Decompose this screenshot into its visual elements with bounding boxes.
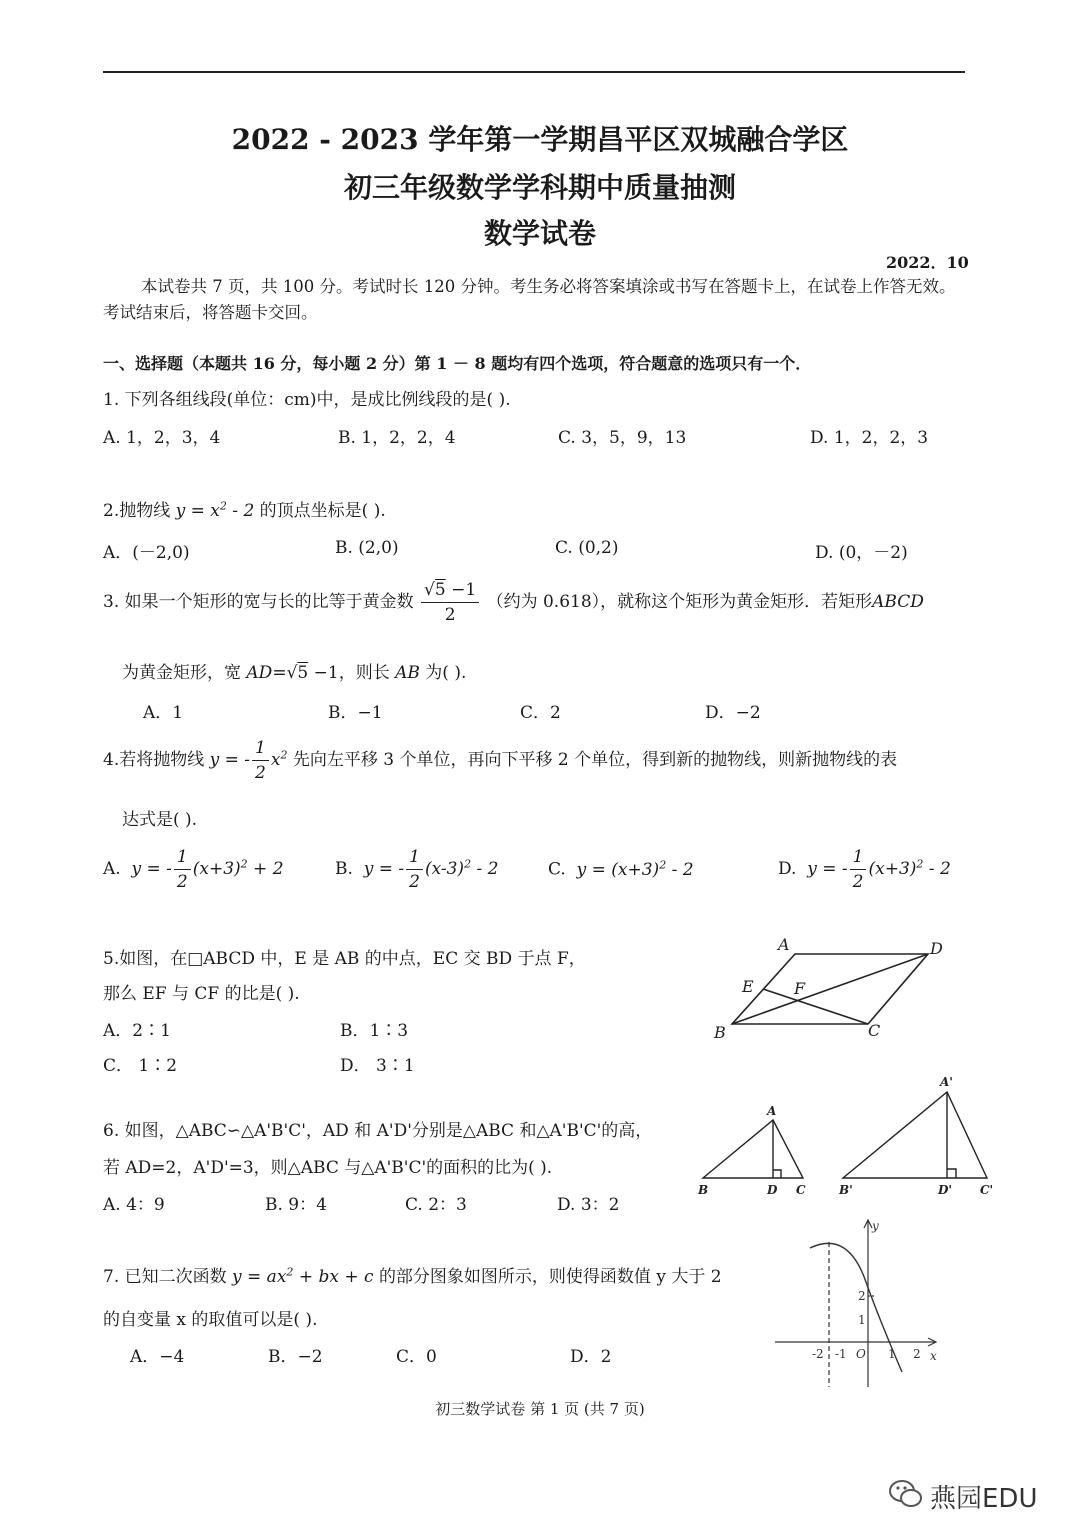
top-rule [103,71,965,73]
tick-x-2: 2 [913,1347,921,1361]
exam-date: 2022．10 [886,253,969,272]
x-label: x [930,1349,937,1363]
tick-y-2: 2 [858,1289,866,1303]
similar-triangles-figure [695,1070,1005,1205]
q3-line1b: （约为 0.618），就称这个矩形为黄金矩形．若矩形 [486,592,873,612]
label-d: D [767,1183,778,1197]
q4-line2: 达式是( ). [122,810,198,830]
q4-suffix: 先向左平移 3 个单位，再向下平移 2 个单位，得到新的抛物线，则新抛物线的表 [292,750,898,770]
q2-option-a: A．(－2,0) [103,543,190,563]
q4-option-a: A. y = - $\frac{1}{2}$ $(x+3)^2 + 2$ [103,847,284,892]
q2-option-c: C. (0,2) [555,538,619,558]
q3-option-b: B．−1 [328,703,383,723]
q5-line1: 5.如图，在□ABCD 中，E 是 AB 的中点，EC 交 BD 于点 F， [103,949,586,969]
triangle-a-prime [843,1092,987,1178]
q7-formula: $y = ax^2$ + bx + c [232,1265,374,1287]
tick-x-minus-2: -2 [812,1347,824,1361]
q1-option-d: D. 1，2，2，3 [810,428,929,448]
q4-formula: y = - $\frac{1}{2}$ $x^2$ [209,738,288,783]
q6-option-c: C. 2：3 [405,1195,467,1215]
label-e: E [742,977,754,996]
watermark: 燕园EDU [930,1484,1038,1514]
label-a: A [767,1104,777,1118]
q7-option-c: C．0 [396,1347,437,1367]
q3-width-formula: AD [246,663,273,683]
tick-x-1: 1 [888,1347,896,1361]
q5-option-b: B．1∶3 [340,1021,409,1041]
q3-option-c: C．2 [520,703,561,723]
q7-prefix: 7. 已知二次函数 [103,1267,227,1287]
q3-line2: 为黄金矩形，宽 AD=√5 −1，则长 AB 为( ). [122,663,467,683]
q7-line1 [103,1262,722,1287]
q4-line1 [103,736,897,785]
right-angle-mark-d [773,1170,781,1178]
q6-option-d: D. 3：2 [557,1195,620,1215]
q4-prefix: 4.若将抛物线 [103,750,205,770]
exam-title-line1: 2022 - 2023 学年第一学期昌平区双城融合学区 [231,123,849,156]
q5-option-d: D． 3∶1 [340,1056,415,1076]
triangle-abc [703,1120,803,1178]
label-b-prime: B' [839,1183,853,1197]
parabola-graph [770,1212,945,1392]
q7-option-d: D．2 [570,1347,612,1367]
tick-y-1: 1 [858,1313,866,1327]
q3-line2a: 为黄金矩形，宽 [122,663,241,683]
label-a-prime: A' [940,1075,953,1089]
q1-option-a: A. 1，2，3，4 [103,428,221,448]
q1-stem: 1. 下列各组线段(单位：cm)中，是成比例线段的是( ). [103,390,511,410]
section-heading: 一、选择题（本题共 16 分，每小题 2 分）第 1 － 8 题均有四个选项，符合题意的选项只有一个． [103,354,812,373]
exam-title-line3: 数学试卷 [483,217,596,250]
q5-option-c: C． 1∶2 [103,1056,178,1076]
parallelogram-figure [700,930,960,1045]
q2-option-b: B. (2,0) [335,538,399,558]
q6-line1: 6. 如图，△ABC∽△A'B'C'，AD 和 A'D'分别是△ABC 和△A'B'C'的高， [103,1121,653,1141]
q2-stem [103,496,386,521]
q4-option-c: C. $y = (x+3)^2 - 2$ [548,858,694,880]
label-c: C [796,1183,806,1197]
q3-line1 [103,578,924,627]
origin-label: O [856,1347,866,1361]
q6-line2: 若 AD=2，A'D'=3，则△ABC 与△A'B'C'的面积的比为( ). [103,1158,553,1178]
right-angle-mark-d-prime [947,1169,956,1178]
q3-line1a: 3. 如果一个矩形的宽与长的比等于黄金数 [103,592,414,612]
q2-formula: $y = x^2 - 2$ [175,499,255,521]
tick-x-minus-1: -1 [835,1347,847,1361]
q4-option-b: B. y = - $\frac{1}{2}$ $(x-3)^2 - 2$ [335,847,499,892]
q3-option-d: D．−2 [705,703,761,723]
q2-prefix: 2.抛物线 [103,501,171,521]
label-b: B [714,1023,726,1042]
label-d-prime: D' [938,1183,953,1197]
q7-option-a: A．−4 [130,1347,185,1367]
q3-option-a: A．1 [143,703,184,723]
q3-line2c: 为( ). [425,663,467,683]
q1-option-b: B. 1，2，2，4 [338,428,456,448]
wechat-icon [888,1476,924,1512]
q4-option-d: D. y = - $\frac{1}{2}$ $(x+3)^2 - 2$ [778,847,951,892]
q5-line2: 那么 EF 与 CF 的比是( ). [103,984,300,1004]
q3-line2b: ，则长 [338,663,390,683]
q5-option-a: A．2∶1 [103,1021,171,1041]
label-c: C [868,1021,881,1040]
page-footer: 初三数学试卷 第 1 页 (共 7 页) [435,1400,645,1418]
exam-title-line2: 初三年级数学学科期中质量抽测 [343,171,736,204]
q7-line2: 的自变量 x 的取值可以是( ). [103,1310,318,1330]
exam-instructions: 本试卷共 7 页，共 100 分。考试时长 120 分钟。考生务必将答案填涂或书写在答题卡上，在试卷上作答无效。考试结束后，将答题卡交回。 [103,277,956,322]
golden-ratio-fraction: $\frac{√5 -1}{2}$ [421,578,479,627]
q6-option-b: B. 9：4 [265,1195,327,1215]
y-label: y [872,1219,879,1233]
q3-line1c: ABCD [872,592,924,612]
label-d: D [930,939,943,958]
label-f: F [794,979,806,998]
q1-option-c: C. 3，5，9，13 [558,428,687,448]
q2-option-d: D. (0，－2) [815,543,908,563]
q7-option-b: B．−2 [268,1347,323,1367]
q2-suffix: 的顶点坐标是( ). [259,501,386,521]
label-c-prime: C' [980,1183,994,1197]
q7-suffix: 的部分图象如图所示，则使得函数值 y 大于 2 [378,1267,722,1287]
q3-ab-label: AB [395,663,420,683]
label-a: A [778,935,790,954]
q6-option-a: A. 4：9 [103,1195,165,1215]
label-b: B [698,1183,709,1197]
